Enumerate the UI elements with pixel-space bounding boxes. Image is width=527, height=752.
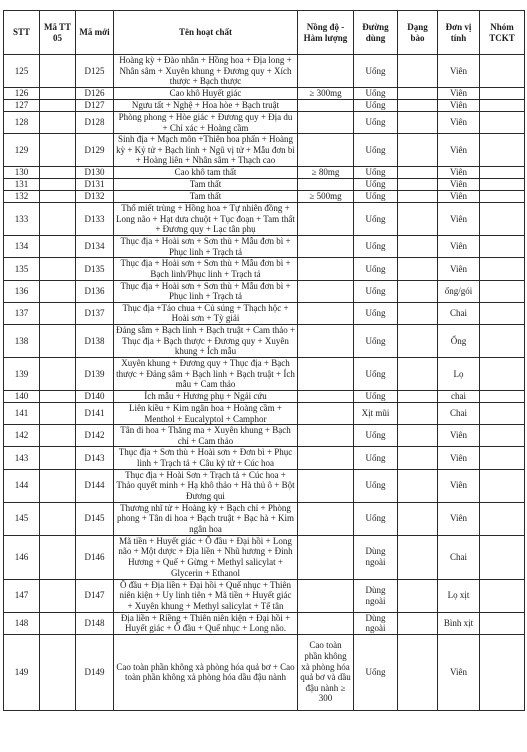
cell-nhom-tckt	[480, 179, 525, 191]
cell-ten-hoat-chat: Thục địa + Hoài sơn + Sơn thù + Mẫu đơn bì + Bạch linh/Phục linh + Trạch tả	[114, 258, 298, 280]
cell-duong-dung: Uống	[354, 55, 398, 88]
cell-stt: 142	[4, 425, 40, 447]
cell-don-vi: Viên	[438, 112, 480, 134]
table-row	[4, 447, 525, 469]
header-don-vi: Đơn vị tính	[438, 11, 480, 55]
table-row	[4, 402, 525, 424]
cell-ten-hoat-chat: Sinh địa + Mạch môn +Thiên hoa phấn + Hoàng kỳ + Kỷ tử + Bạch linh + Ngũ vị tử + Mẫu đơn bì + Hoàng liên + Nhân sâm + Thạch cao	[114, 134, 298, 167]
cell-ten-hoat-chat: Tam thất	[114, 191, 298, 203]
cell-ma-tt05	[40, 179, 76, 191]
table-row	[4, 112, 525, 134]
cell-don-vi: Viên	[438, 236, 480, 258]
cell-ma-tt05	[40, 55, 76, 88]
table-row	[4, 236, 525, 258]
cell-dang-bao	[398, 634, 438, 710]
cell-ma-moi: D148	[76, 612, 114, 634]
cell-stt: 149	[4, 634, 40, 710]
cell-duong-dung: Uống	[354, 447, 398, 469]
cell-ten-hoat-chat: Hoàng kỳ + Đào nhân + Hồng hoa + Địa long + Nhân sâm + Xuyên khung + Đương quy + Xích thược + Bạch thược	[114, 55, 298, 88]
cell-nhom-tckt	[480, 634, 525, 710]
cell-don-vi: Viên	[438, 203, 480, 236]
cell-ma-moi: D125	[76, 55, 114, 88]
cell-ma-moi: D140	[76, 390, 114, 402]
header-duong-dung: Đường dùng	[354, 11, 398, 55]
cell-dang-bao	[398, 357, 438, 390]
cell-ma-tt05	[40, 447, 76, 469]
cell-nong-do	[298, 100, 354, 112]
cell-ten-hoat-chat: Phòng phong + Hòe giác + Đương quy + Địa du + Chỉ xác + Hoàng cầm	[114, 112, 298, 134]
table-row	[4, 634, 525, 710]
table-row	[4, 55, 525, 88]
cell-stt: 125	[4, 55, 40, 88]
cell-don-vi: ống/gói	[438, 280, 480, 302]
cell-nhom-tckt	[480, 302, 525, 324]
cell-ma-tt05	[40, 302, 76, 324]
cell-stt: 132	[4, 191, 40, 203]
cell-duong-dung: Xịt mũi	[354, 402, 398, 424]
cell-don-vi: Viên	[438, 179, 480, 191]
cell-ma-tt05	[40, 579, 76, 612]
cell-nhom-tckt	[480, 357, 525, 390]
cell-ma-tt05	[40, 167, 76, 179]
cell-ma-tt05	[40, 469, 76, 502]
cell-don-vi: Viên	[438, 634, 480, 710]
cell-nong-do	[298, 324, 354, 357]
drug-table	[3, 10, 525, 711]
cell-don-vi: Lọ	[438, 357, 480, 390]
cell-stt: 126	[4, 88, 40, 100]
cell-nhom-tckt	[480, 280, 525, 302]
cell-ma-tt05	[40, 258, 76, 280]
cell-stt: 136	[4, 280, 40, 302]
cell-duong-dung: Dùng ngoài	[354, 535, 398, 579]
cell-stt: 143	[4, 447, 40, 469]
table-row	[4, 469, 525, 502]
cell-ma-moi: D145	[76, 502, 114, 535]
cell-ma-moi: D144	[76, 469, 114, 502]
cell-nong-do	[298, 258, 354, 280]
cell-ma-moi: D146	[76, 535, 114, 579]
cell-ma-tt05	[40, 502, 76, 535]
cell-ma-tt05	[40, 112, 76, 134]
cell-stt: 137	[4, 302, 40, 324]
cell-ten-hoat-chat: Tam thất	[114, 179, 298, 191]
cell-nong-do	[298, 203, 354, 236]
cell-ma-tt05	[40, 134, 76, 167]
cell-don-vi: Viên	[438, 469, 480, 502]
cell-duong-dung: Uống	[354, 469, 398, 502]
header-ma-tt05: Mã TT 05	[40, 11, 76, 55]
cell-nhom-tckt	[480, 112, 525, 134]
cell-nong-do	[298, 134, 354, 167]
cell-ten-hoat-chat: Địa liền + Riềng + Thiên niên kiện + Đại hồi + Huyết giác + Ô đầu + Quế nhục + Long não.	[114, 612, 298, 634]
table-body	[4, 55, 525, 711]
table-row	[4, 134, 525, 167]
cell-dang-bao	[398, 535, 438, 579]
cell-dang-bao	[398, 402, 438, 424]
cell-nong-do: ≥ 80mg	[298, 167, 354, 179]
table-row	[4, 167, 525, 179]
cell-nhom-tckt	[480, 390, 525, 402]
table-row	[4, 535, 525, 579]
cell-nong-do	[298, 179, 354, 191]
cell-dang-bao	[398, 612, 438, 634]
cell-don-vi: Viên	[438, 258, 480, 280]
cell-ma-moi: D126	[76, 88, 114, 100]
header-ten-hoat-chat: Tên hoạt chất	[114, 11, 298, 55]
cell-stt: 148	[4, 612, 40, 634]
cell-ten-hoat-chat: Thục địa + Hoài sơn + Sơn thù + Mẫu đơn bì + Phục linh + Trạch tả	[114, 280, 298, 302]
cell-nhom-tckt	[480, 469, 525, 502]
cell-ma-moi: D131	[76, 179, 114, 191]
cell-ma-tt05	[40, 324, 76, 357]
cell-ma-moi: D133	[76, 203, 114, 236]
cell-duong-dung: Uống	[354, 634, 398, 710]
cell-ma-tt05	[40, 634, 76, 710]
cell-ten-hoat-chat: Cao khô Huyết giác	[114, 88, 298, 100]
cell-nhom-tckt	[480, 100, 525, 112]
cell-nong-do	[298, 425, 354, 447]
header-nong-do: Nồng độ - Hàm lượng	[298, 11, 354, 55]
cell-ma-tt05	[40, 236, 76, 258]
cell-ma-moi: D128	[76, 112, 114, 134]
cell-don-vi: Ống	[438, 324, 480, 357]
table-row	[4, 179, 525, 191]
cell-dang-bao	[398, 390, 438, 402]
cell-don-vi: Viên	[438, 191, 480, 203]
cell-stt: 129	[4, 134, 40, 167]
cell-duong-dung: Uống	[354, 258, 398, 280]
cell-duong-dung: Uống	[354, 324, 398, 357]
cell-nhom-tckt	[480, 402, 525, 424]
cell-ten-hoat-chat: Liên kiều + Kim ngân hoa + Hoàng cầm + Menthol + Eucalyptol + Camphor	[114, 402, 298, 424]
cell-nhom-tckt	[480, 203, 525, 236]
cell-ma-moi: D132	[76, 191, 114, 203]
cell-ma-tt05	[40, 88, 76, 100]
cell-ten-hoat-chat: Đảng sâm + Bạch linh + Bạch truật + Cam thảo + Thục địa + Bạch thược + Đương quy + Xuyên khung + Ích mẫu	[114, 324, 298, 357]
cell-duong-dung: Uống	[354, 134, 398, 167]
cell-nong-do: ≥ 300mg	[298, 88, 354, 100]
header-ma-moi: Mã mới	[76, 11, 114, 55]
cell-ten-hoat-chat: Ích mẫu + Hương phụ + Ngải cứu	[114, 390, 298, 402]
cell-duong-dung: Dùng ngoài	[354, 612, 398, 634]
cell-ma-tt05	[40, 390, 76, 402]
cell-dang-bao	[398, 100, 438, 112]
cell-don-vi: Chai	[438, 402, 480, 424]
cell-don-vi: Viên	[438, 425, 480, 447]
cell-duong-dung: Uống	[354, 203, 398, 236]
cell-nong-do	[298, 402, 354, 424]
table-row	[4, 100, 525, 112]
cell-ma-moi: D143	[76, 447, 114, 469]
cell-nhom-tckt	[480, 447, 525, 469]
cell-duong-dung: Dùng ngoài	[354, 579, 398, 612]
cell-stt: 133	[4, 203, 40, 236]
cell-don-vi: Viên	[438, 55, 480, 88]
cell-stt: 145	[4, 502, 40, 535]
cell-dang-bao	[398, 447, 438, 469]
cell-ma-tt05	[40, 535, 76, 579]
cell-nong-do	[298, 236, 354, 258]
cell-nong-do	[298, 535, 354, 579]
cell-ten-hoat-chat: Ô đầu + Địa liền + Đại hồi + Quế nhục + Thiên niên kiện + Uy linh tiên + Mã tiền + Huyết giác + Xuyên khung + Methyl salicylat + Tế tân	[114, 579, 298, 612]
cell-don-vi: Chai	[438, 302, 480, 324]
cell-ma-moi: D127	[76, 100, 114, 112]
cell-nong-do: ≥ 500mg	[298, 191, 354, 203]
cell-nong-do	[298, 502, 354, 535]
cell-dang-bao	[398, 167, 438, 179]
cell-nhom-tckt	[480, 134, 525, 167]
drug-list-sheet	[3, 10, 524, 711]
cell-nong-do	[298, 302, 354, 324]
header-stt: STT	[4, 11, 40, 55]
cell-don-vi: Lọ xịt	[438, 579, 480, 612]
cell-dang-bao	[398, 469, 438, 502]
cell-ma-moi: D137	[76, 302, 114, 324]
cell-duong-dung: Uống	[354, 191, 398, 203]
cell-ma-tt05	[40, 203, 76, 236]
cell-ten-hoat-chat: Thương nhĩ tử + Hoàng kỳ + Bạch chỉ + Phòng phong + Tân di hoa + Bạch truật + Bạc hà + Kim ngân hoa	[114, 502, 298, 535]
cell-ma-tt05	[40, 402, 76, 424]
cell-duong-dung: Uống	[354, 390, 398, 402]
cell-ma-tt05	[40, 612, 76, 634]
table-row	[4, 258, 525, 280]
cell-don-vi: Chai	[438, 535, 480, 579]
cell-stt: 138	[4, 324, 40, 357]
cell-nong-do	[298, 357, 354, 390]
cell-ma-moi: D136	[76, 280, 114, 302]
cell-nhom-tckt	[480, 191, 525, 203]
table-row	[4, 88, 525, 100]
cell-ma-tt05	[40, 191, 76, 203]
cell-duong-dung: Uống	[354, 100, 398, 112]
table-row	[4, 357, 525, 390]
cell-duong-dung: Uống	[354, 236, 398, 258]
cell-don-vi: Viên	[438, 502, 480, 535]
cell-ma-tt05	[40, 425, 76, 447]
cell-don-vi: Viên	[438, 134, 480, 167]
cell-duong-dung: Uống	[354, 179, 398, 191]
table-row	[4, 390, 525, 402]
cell-nhom-tckt	[480, 535, 525, 579]
cell-dang-bao	[398, 236, 438, 258]
cell-ma-moi: D138	[76, 324, 114, 357]
cell-don-vi: Viên	[438, 447, 480, 469]
cell-dang-bao	[398, 258, 438, 280]
cell-dang-bao	[398, 134, 438, 167]
cell-ten-hoat-chat: Thục địa +Táo chua + Củ súng + Thạch hộc + Hoài sơn + Tỳ giải	[114, 302, 298, 324]
cell-ten-hoat-chat: Thục địa + Sơn thù + Hoài sơn + Đơn bì + Phục linh + Trạch tả + Câu kỷ tử + Cúc hoa	[114, 447, 298, 469]
cell-nhom-tckt	[480, 167, 525, 179]
cell-stt: 140	[4, 390, 40, 402]
cell-ma-tt05	[40, 357, 76, 390]
cell-nong-do	[298, 579, 354, 612]
cell-nhom-tckt	[480, 236, 525, 258]
cell-nong-do	[298, 112, 354, 134]
cell-dang-bao	[398, 425, 438, 447]
cell-ma-moi: D129	[76, 134, 114, 167]
cell-stt: 135	[4, 258, 40, 280]
cell-nong-do	[298, 447, 354, 469]
cell-dang-bao	[398, 191, 438, 203]
cell-nhom-tckt	[480, 612, 525, 634]
cell-duong-dung: Uống	[354, 88, 398, 100]
cell-duong-dung: Uống	[354, 357, 398, 390]
cell-nhom-tckt	[480, 258, 525, 280]
cell-stt: 128	[4, 112, 40, 134]
cell-ma-moi: D141	[76, 402, 114, 424]
cell-nhom-tckt	[480, 324, 525, 357]
cell-ma-moi: D139	[76, 357, 114, 390]
table-row	[4, 612, 525, 634]
cell-don-vi: Bình xịt	[438, 612, 480, 634]
cell-duong-dung: Uống	[354, 112, 398, 134]
cell-ten-hoat-chat: Thục địa + Hoài sơn + Sơn thù + Mẫu đơn bì + Phục linh + Trạch tả	[114, 236, 298, 258]
cell-nhom-tckt	[480, 579, 525, 612]
cell-nong-do	[298, 612, 354, 634]
cell-nhom-tckt	[480, 88, 525, 100]
cell-dang-bao	[398, 203, 438, 236]
cell-ten-hoat-chat: Xuyên khung + Đương quy + Thục địa + Bạch thược + Đảng sâm + Bạch linh + Bạch truật + Ích mẫu + Cam thảo	[114, 357, 298, 390]
cell-ten-hoat-chat: Mã tiền + Huyết giác + Ô đầu + Đại hồi + Long não + Một dược + Địa liền + Nhũ hương + Đinh Hương + Quế + Gừng + Methyl salicylat + Glycerin + Ethanol	[114, 535, 298, 579]
cell-duong-dung: Uống	[354, 502, 398, 535]
cell-nong-do	[298, 280, 354, 302]
cell-don-vi: Viên	[438, 88, 480, 100]
cell-dang-bao	[398, 280, 438, 302]
cell-dang-bao	[398, 579, 438, 612]
cell-ma-moi: D142	[76, 425, 114, 447]
table-row	[4, 324, 525, 357]
cell-dang-bao	[398, 112, 438, 134]
cell-ten-hoat-chat: Thổ miết trùng + Hồng hoa + Tự nhiên đồng + Long não + Hạt dưa chuột + Tục đoạn + Tam thất + Đương quy + Lạc tân phụ	[114, 203, 298, 236]
cell-ma-tt05	[40, 280, 76, 302]
cell-stt: 130	[4, 167, 40, 179]
cell-ten-hoat-chat: Cao toàn phần không xà phòng hóa quả bơ + Cao toàn phần không xà phòng hóa dầu đậu nành	[114, 634, 298, 710]
cell-nong-do	[298, 390, 354, 402]
cell-ma-moi: D147	[76, 579, 114, 612]
header-row	[4, 11, 525, 55]
cell-duong-dung: Uống	[354, 425, 398, 447]
cell-ten-hoat-chat: Tân di hoa + Thăng ma + Xuyên khung + Bạch chỉ + Cam thảo	[114, 425, 298, 447]
cell-dang-bao	[398, 88, 438, 100]
header-dang-bao: Dạng bào	[398, 11, 438, 55]
table-row	[4, 425, 525, 447]
cell-dang-bao	[398, 302, 438, 324]
cell-stt: 147	[4, 579, 40, 612]
cell-nhom-tckt	[480, 55, 525, 88]
cell-nong-do: Cao toàn phần không xà phòng hóa quả bơ và dầu đậu nành ≥ 300	[298, 634, 354, 710]
cell-stt: 134	[4, 236, 40, 258]
cell-duong-dung: Uống	[354, 280, 398, 302]
table-row	[4, 302, 525, 324]
cell-ten-hoat-chat: Thục địa + Hoài Sơn + Trạch tả + Cúc hoa + Thảo quyết minh + Hạ khô thảo + Hà thủ ô + Bột Đương qui	[114, 469, 298, 502]
cell-don-vi: chai	[438, 390, 480, 402]
table-row	[4, 191, 525, 203]
table-row	[4, 502, 525, 535]
cell-ma-moi: D134	[76, 236, 114, 258]
cell-stt: 144	[4, 469, 40, 502]
header-nhom-tckt: Nhóm TCKT	[480, 11, 525, 55]
cell-don-vi: Viên	[438, 100, 480, 112]
cell-duong-dung: Uống	[354, 302, 398, 324]
cell-stt: 141	[4, 402, 40, 424]
cell-nhom-tckt	[480, 425, 525, 447]
cell-nong-do	[298, 55, 354, 88]
cell-stt: 127	[4, 100, 40, 112]
cell-don-vi: Viên	[438, 167, 480, 179]
cell-stt: 146	[4, 535, 40, 579]
cell-ma-tt05	[40, 100, 76, 112]
cell-ma-moi: D149	[76, 634, 114, 710]
table-row	[4, 579, 525, 612]
cell-stt: 131	[4, 179, 40, 191]
cell-ten-hoat-chat: Ngưu tất + Nghệ + Hoa hòe + Bạch truật	[114, 100, 298, 112]
cell-duong-dung: Uống	[354, 167, 398, 179]
table-row	[4, 280, 525, 302]
cell-ma-moi: D130	[76, 167, 114, 179]
cell-nhom-tckt	[480, 502, 525, 535]
cell-dang-bao	[398, 55, 438, 88]
cell-dang-bao	[398, 502, 438, 535]
cell-ten-hoat-chat: Cao khô tam thất	[114, 167, 298, 179]
table-row	[4, 203, 525, 236]
cell-dang-bao	[398, 324, 438, 357]
table-header	[4, 11, 525, 55]
cell-dang-bao	[398, 179, 438, 191]
cell-stt: 139	[4, 357, 40, 390]
cell-ma-moi: D135	[76, 258, 114, 280]
cell-nong-do	[298, 469, 354, 502]
